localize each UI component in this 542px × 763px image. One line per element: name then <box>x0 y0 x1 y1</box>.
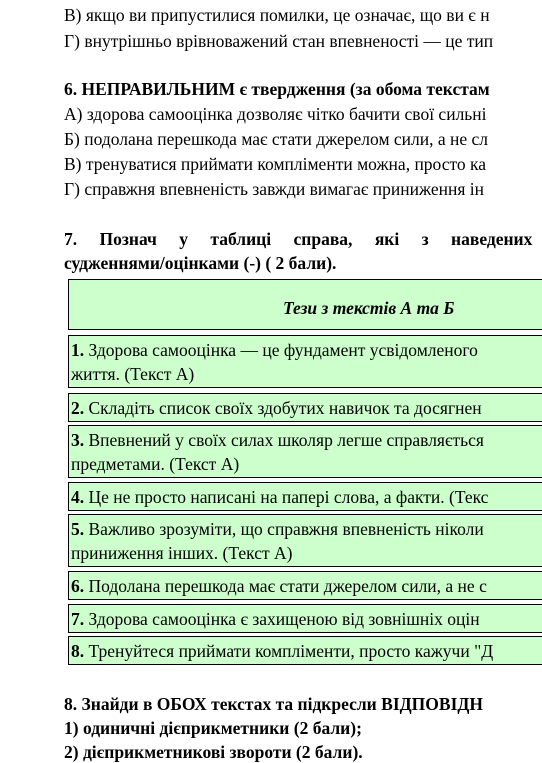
question-6-option-a: А) здорова самооцінка дозволяє чітко бачити свої сильні <box>64 104 487 124</box>
question-8-item-1: 1) одиничні дієприкметники (2 бали); <box>64 718 362 738</box>
question-6-option-v: В) тренуватися приймати компліменти можна, просто ка <box>64 154 487 174</box>
row-number: 5. <box>71 519 85 539</box>
row-number: 7. <box>71 609 85 629</box>
row-text: Здорова самооцінка є захищеною від зовнішніх оцін <box>84 609 480 629</box>
row-text: Складіть список своїх здобутих навичок та досягнен <box>84 398 482 418</box>
word: справа, <box>293 229 353 249</box>
question-7-title-line1 <box>64 228 532 250</box>
table-row-4 <box>68 482 542 511</box>
word: 7. <box>64 229 78 249</box>
option-g-top: Г) внутрішньо врівноважений стан впевненості — це тип <box>64 31 494 51</box>
row-7-line-1 <box>71 607 480 631</box>
row-number: 8. <box>71 641 85 661</box>
row-text: Це не просто написані на папері слова, а факти. (Текс <box>84 487 489 507</box>
table-row-2 <box>68 393 542 422</box>
row-number: 6. <box>71 576 85 596</box>
question-6-option-g: Г) справжня впевненість завжди вимагає приниження ін <box>64 179 484 199</box>
word: таблиці <box>210 229 272 249</box>
table-header <box>68 279 542 330</box>
row-text: Здорова самооцінка — це фундамент усвідомленого <box>84 340 478 360</box>
table-row-6 <box>68 571 542 600</box>
row-number: 3. <box>71 430 85 450</box>
word: які <box>374 229 400 249</box>
row-text: Тренуйтеся приймати компліменти, просто кажучи "Д <box>84 641 494 661</box>
row-4-line-1 <box>71 485 488 509</box>
row-text: Впевнений у своїх силах школяр легше справляється <box>84 430 484 450</box>
row-5-line-1 <box>71 517 484 541</box>
row-6-line-1 <box>71 574 487 598</box>
word: Познач <box>99 229 157 249</box>
table-row-1 <box>68 335 542 388</box>
word: з <box>421 229 429 249</box>
row-1-line-2: життя. (Текст А) <box>71 364 195 384</box>
question-6-title: 6. НЕПРАВИЛЬНИМ є твердження (за обома текстам <box>64 79 490 99</box>
option-v-top: В) якщо ви припустилися помилки, це означає, що ви є н <box>64 5 490 25</box>
question-8-title: 8. Знайди в ОБОХ текстах та підкресли ВІДПОВІДН <box>64 694 484 714</box>
row-3-line-2: предметами. (Текст А) <box>71 454 240 474</box>
row-8-line-1 <box>71 639 493 663</box>
table-row-7 <box>68 604 542 633</box>
row-1-line-1 <box>71 338 478 362</box>
table-row-5 <box>68 514 542 567</box>
word: наведених <box>451 229 533 249</box>
question-6-option-b: Б) подолана перешкода має стати джерелом сили, а не сл <box>64 129 489 149</box>
table-row-3 <box>68 425 542 478</box>
row-text: Подолана перешкода має стати джерелом сили, а не с <box>84 576 487 596</box>
row-5-line-2: приниження інших. (Текст А) <box>71 543 293 563</box>
row-number: 4. <box>71 487 85 507</box>
question-7-title-line2: судженнями/оцінками (-) ( 2 бали). <box>64 253 337 273</box>
row-number: 1. <box>71 340 85 360</box>
row-3-line-1 <box>71 428 484 452</box>
table-header-text: Тези з текстів А та Б <box>283 298 455 318</box>
question-8-item-2: 2) дієприкметникові звороти (2 бали). <box>64 742 363 762</box>
row-2-line-1 <box>71 396 482 420</box>
word: у <box>179 229 189 249</box>
row-number: 2. <box>71 398 85 418</box>
row-text: Важливо зрозуміти, що справжня впевненість ніколи <box>84 519 484 539</box>
table-row-8 <box>68 636 542 665</box>
